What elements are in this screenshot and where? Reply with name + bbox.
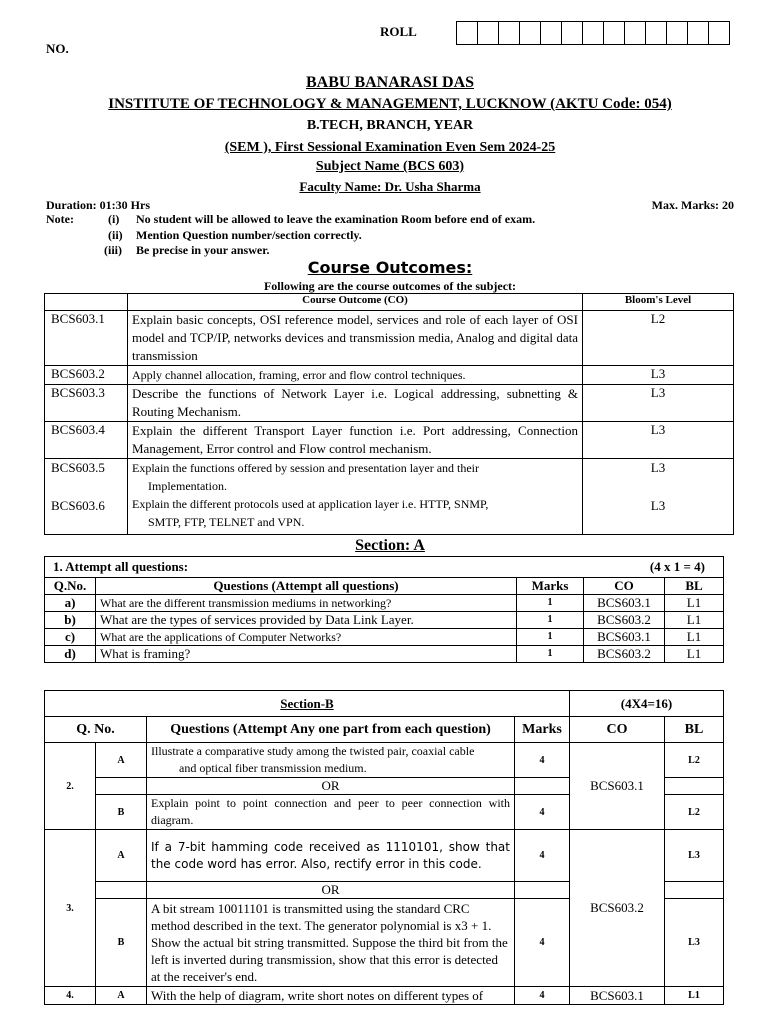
section-b-marks-note: (4X4=16) <box>570 691 724 717</box>
roll-box[interactable] <box>499 22 520 44</box>
header-bl: BL <box>665 717 724 743</box>
section-b-title-row <box>45 691 724 717</box>
question: What are the different transmission mediums in networking? <box>96 595 517 612</box>
co-level: L3 <box>650 460 666 475</box>
header-marks: Marks <box>515 717 570 743</box>
note-text-3: Be precise in your answer. <box>136 243 270 257</box>
part-label: B <box>96 795 147 830</box>
marks: 4 <box>515 987 570 1005</box>
bl: L3 <box>665 899 724 987</box>
bl: L1 <box>665 646 724 663</box>
co-desc: Apply channel allocation, framing, error and flow control techniques. <box>128 366 583 385</box>
marks: 4 <box>515 743 570 778</box>
co-desc: Describe the functions of Network Layer i.e. Logical addressing, subnetting & Routing Mechanism. <box>128 385 583 422</box>
co: BCS603.1 <box>584 595 665 612</box>
note-label: Note: <box>46 212 74 226</box>
qno: b) <box>45 612 96 629</box>
table-row <box>45 629 724 646</box>
co-desc: Explain the different Transport Layer function i.e. Port addressing, Connection Management, Error control and Flow control mechanism. <box>128 422 583 459</box>
bl: L3 <box>665 830 724 882</box>
roll-label: ROLL <box>380 24 417 39</box>
co-level: L3 <box>583 385 734 422</box>
exam-line: (SEM ), First Sessional Examination Even Sem 2024-25 <box>224 140 556 155</box>
max-marks: Max. Marks: 20 <box>651 198 734 212</box>
table-row <box>45 612 724 629</box>
header-co: CO <box>584 578 665 595</box>
co-code: BCS603.4 <box>45 422 128 459</box>
co-code: BCS603.6 <box>51 498 105 513</box>
roll-box[interactable] <box>478 22 499 44</box>
part-label: A <box>96 830 147 882</box>
question-text-cont: and optical fiber transmission medium. <box>179 761 367 775</box>
question-text: A bit stream 10011101 is transmitted using the standard CRC method described in the text. The generator polynomial is x3 + 1. Show the actual bit string transmitted. Suppose the third bit from the left is inverted during transmission, show that this error is detected at the receiver's end. <box>147 899 515 987</box>
roll-box[interactable] <box>625 22 646 44</box>
table-row <box>45 743 724 778</box>
course-outcomes-table <box>44 293 734 535</box>
question-text: If a 7-bit hamming code received as 1110101, show that the code word has error. Also, rectify error in this code. <box>147 830 515 882</box>
roll-box[interactable] <box>688 22 709 44</box>
no-label: NO. <box>46 41 69 56</box>
header-course-outcome: Course Outcome (CO) <box>128 294 583 311</box>
header-question: Questions (Attempt all questions) <box>96 578 517 595</box>
bl: L1 <box>665 629 724 646</box>
co: BCS603.2 <box>584 646 665 663</box>
table-row <box>45 311 734 366</box>
note-num-2: (ii) <box>108 228 123 242</box>
roll-number-boxes[interactable] <box>456 21 730 45</box>
or-label: OR <box>147 778 515 795</box>
part-label: A <box>96 743 147 778</box>
or-label: OR <box>147 882 515 899</box>
question-text: With the help of diagram, write short notes on different types of <box>147 987 515 1005</box>
note-text-2: Mention Question number/section correctly. <box>136 228 362 242</box>
header-qno: Q.No. <box>45 578 96 595</box>
course-outcomes-title: Course Outcomes: <box>307 258 473 277</box>
co-level: L3 <box>583 422 734 459</box>
co-code: BCS603.3 <box>45 385 128 422</box>
co: BCS603.2 <box>570 830 665 987</box>
table-header-row <box>45 578 724 595</box>
question-number: 4. <box>45 987 96 1005</box>
faculty-line: Faculty Name: Dr. Usha Sharma <box>299 179 481 194</box>
co-desc-cont: SMTP, FTP, TELNET and VPN. <box>148 515 305 529</box>
header-marks: Marks <box>517 578 584 595</box>
header-co: CO <box>570 717 665 743</box>
co: BCS603.2 <box>584 612 665 629</box>
co-level: L3 <box>650 498 666 513</box>
co: BCS603.1 <box>570 743 665 830</box>
table-row <box>45 459 734 535</box>
bl: L1 <box>665 612 724 629</box>
table-row <box>45 830 724 882</box>
section-a-instruction-row <box>45 557 724 578</box>
question-number: 2. <box>45 743 96 830</box>
table-row <box>45 646 724 663</box>
table-row <box>45 422 734 459</box>
table-row <box>45 987 724 1005</box>
note-text-1: No student will be allowed to leave the examination Room before end of exam. <box>136 212 536 226</box>
roll-box[interactable] <box>562 22 583 44</box>
part-label: A <box>96 987 147 1005</box>
qno: c) <box>45 629 96 646</box>
co-code: BCS603.1 <box>45 311 128 366</box>
section-b-table <box>44 690 724 1005</box>
question: What is framing? <box>96 646 517 663</box>
roll-box[interactable] <box>646 22 667 44</box>
roll-box[interactable] <box>520 22 541 44</box>
co-level: L2 <box>583 311 734 366</box>
question-text: Explain point to point connection and peer to peer connection with diagram. <box>147 795 515 830</box>
roll-box[interactable] <box>583 22 604 44</box>
co-desc: Explain basic concepts, OSI reference model, services and role of each layer of OSI model and TCP/IP, networks devices and transmission media, Analog and digital data transmission <box>128 311 583 366</box>
co-code: BCS603.2 <box>45 366 128 385</box>
question: What are the types of services provided by Data Link Layer. <box>96 612 517 629</box>
marks: 1 <box>517 595 584 612</box>
co-code: BCS603.5 <box>51 460 105 475</box>
section-a-instruction: 1. Attempt all questions: <box>53 559 189 574</box>
section-a-title: Section: A <box>355 537 425 554</box>
subject-line: Subject Name (BCS 603) <box>315 159 465 174</box>
table-row <box>45 366 734 385</box>
marks: 1 <box>517 612 584 629</box>
header-blooms-level: Bloom's Level <box>583 294 734 311</box>
section-b-title: Section-B <box>45 691 570 717</box>
co-desc: Explain the functions offered by session and presentation layer and their <box>132 461 480 475</box>
section-a-table <box>44 556 724 663</box>
program-line: B.TECH, BRANCH, YEAR <box>306 118 474 133</box>
duration: Duration: 01:30 Hrs <box>46 198 150 212</box>
part-label: B <box>96 899 147 987</box>
co-desc: Explain the different protocols used at application layer i.e. HTTP, SNMP, <box>132 497 489 511</box>
bl: L1 <box>665 595 724 612</box>
course-outcomes-subtitle: Following are the course outcomes of the subject: <box>263 279 517 293</box>
section-a-marks-note: (4 x 1 = 4) <box>649 559 705 574</box>
institute-name-line2: INSTITUTE OF TECHNOLOGY & MANAGEMENT, LUCKNOW (AKTU Code: 054) <box>108 96 672 112</box>
question-number: 3. <box>45 830 96 987</box>
roll-box[interactable] <box>541 22 562 44</box>
roll-box[interactable] <box>667 22 688 44</box>
header-bl: BL <box>665 578 724 595</box>
marks: 4 <box>515 795 570 830</box>
bl: L2 <box>665 743 724 778</box>
marks: 1 <box>517 629 584 646</box>
table-header-row <box>45 717 724 743</box>
marks: 4 <box>515 830 570 882</box>
header-qno: Q. No. <box>45 717 147 743</box>
co: BCS603.1 <box>584 629 665 646</box>
co-level: L3 <box>583 366 734 385</box>
question: What are the applications of Computer Networks? <box>96 629 517 646</box>
header-question: Questions (Attempt Any one part from each question) <box>147 717 515 743</box>
roll-box[interactable] <box>457 22 478 44</box>
institute-name-line1: BABU BANARASI DAS <box>305 74 475 91</box>
table-header-row <box>45 294 734 311</box>
header-code <box>45 294 128 311</box>
co-desc-cont: Implementation. <box>148 479 227 493</box>
roll-box[interactable] <box>709 22 729 44</box>
table-row <box>45 385 734 422</box>
marks: 1 <box>517 646 584 663</box>
co: BCS603.1 <box>570 987 665 1005</box>
bl: L2 <box>665 795 724 830</box>
note-num-3: (iii) <box>104 243 122 257</box>
table-row <box>45 595 724 612</box>
marks: 4 <box>515 899 570 987</box>
note-num-1: (i) <box>108 212 120 226</box>
bl: L1 <box>665 987 724 1005</box>
qno: a) <box>45 595 96 612</box>
qno: d) <box>45 646 96 663</box>
roll-box[interactable] <box>604 22 625 44</box>
question-text: Illustrate a comparative study among the twisted pair, coaxial cable <box>151 744 475 758</box>
